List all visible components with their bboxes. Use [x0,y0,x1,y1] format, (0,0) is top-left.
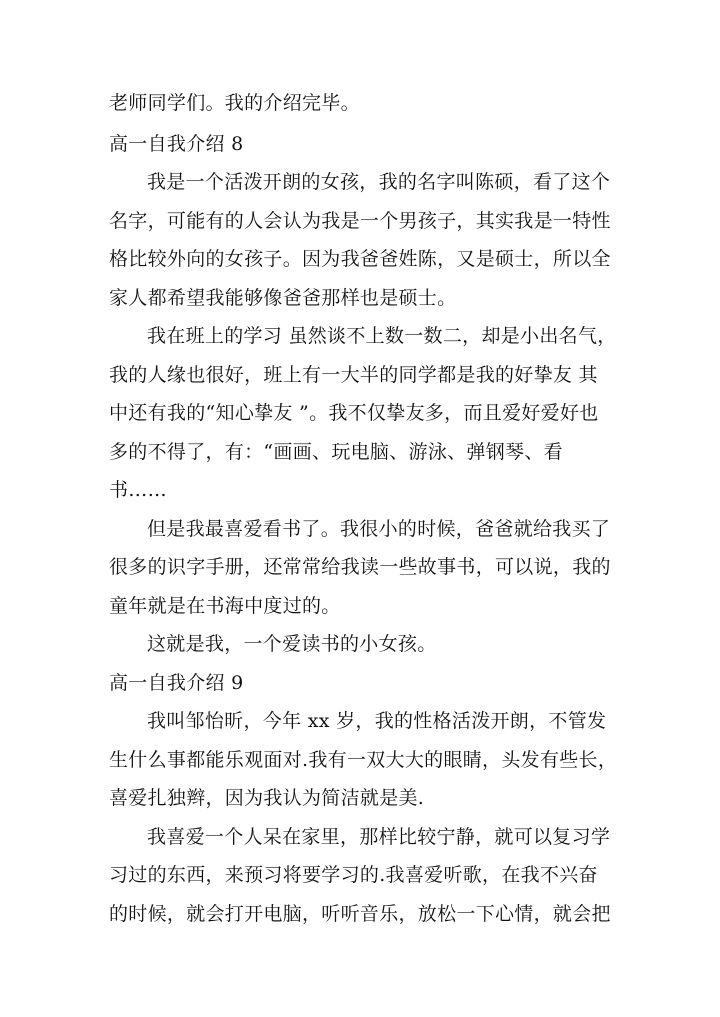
paragraph-first-line: 我叫邹怡昕，今年 xx 岁，我的性格活泼开朗，不管发 [147,710,607,732]
paragraph-first-line: 我喜爱一个人呆在家里，那样比较宁静，就可以复习学 [147,826,611,848]
text-line: 很多的识字手册，还常常给我读一些故事书，可以说，我的 [109,556,611,578]
text-line: 我的人缘也很好，班上有一大半的同学都是我的好挚友 其 [109,364,598,386]
section-heading: 高一自我介绍 8 [109,133,244,155]
text-line: 名字，可能有的人会认为我是一个男孩子，其实我是一特性 [109,210,611,232]
paragraph-first-line: 我是一个活泼开朗的女孩，我的名字叫陈硕，看了这个 [147,171,611,193]
text-line: 家人都希望我能够像爸爸那样也是硕士。 [109,287,457,309]
text-line: 生什么事都能乐观面对.我有一双大大的眼睛，头发有些长， [109,749,618,771]
text-line: 书…… [109,479,167,501]
text-line: 的时候，就会打开电脑，听听音乐，放松一下心情，就会把 [109,903,611,925]
text-line: 中还有我的“知心挚友 ”。我不仅挚友多，而且爱好爱好也 [109,402,599,424]
paragraph-first-line: 这就是我，一个爱读书的小女孩。 [147,633,437,655]
text-line: 老师同学们。我的介绍完毕。 [109,92,360,114]
text-line: 多的不得了，有：“画画、玩电脑、游泳、弹钢琴、看 [109,441,563,463]
text-line: 童年就是在书海中度过的。 [109,595,341,617]
text-line: 习过的东西，来预习将要学习的.我喜爱听歌，在我不兴奋 [109,864,598,886]
section-heading: 高一自我介绍 9 [109,672,244,694]
paragraph-first-line: 但是我最喜爱看书了。我很小的时候，爸爸就给我买了 [147,518,611,540]
text-line: 喜爱扎独辫，因为我认为简洁就是美. [109,787,425,809]
paragraph-first-line: 我在班上的学习 虽然谈不上数一数二，却是小出名气， [147,325,617,347]
text-line: 格比较外向的女孩子。因为我爸爸姓陈，又是硕士，所以全 [109,248,611,270]
